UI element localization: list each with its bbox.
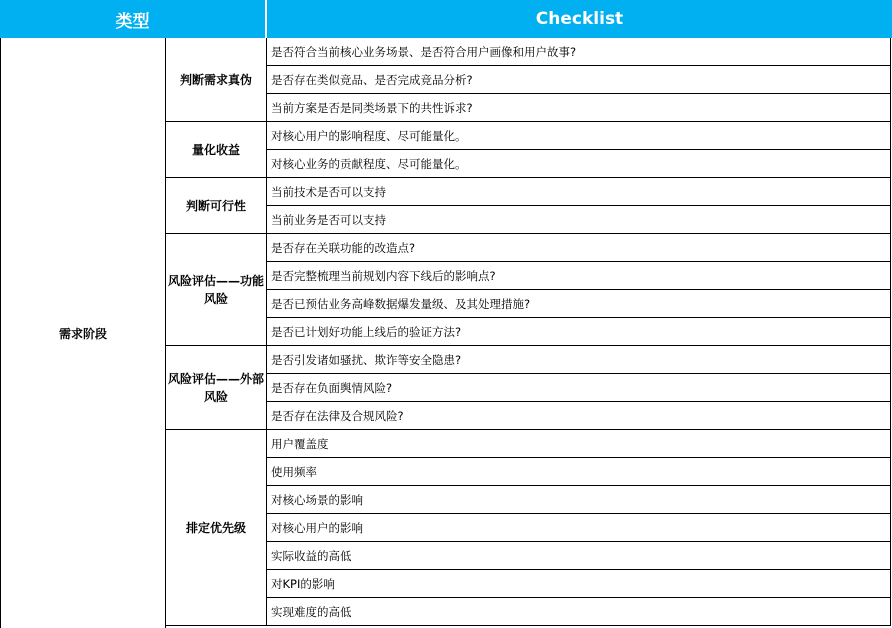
checklist-column-header: Checklist (267, 0, 892, 38)
checklist-item: 是否完整梳理当前规划内容下线后的影响点? (267, 262, 891, 290)
checklist-item: 实现难度的高低 (267, 598, 891, 626)
checklist-item: 是否引发诸如骚扰、欺诈等安全隐患? (267, 346, 891, 374)
checklist-item: 是否存在法律及合规风险? (267, 402, 891, 430)
table-header (0, 0, 892, 38)
category-cell: 风险评估——功能风险 (166, 234, 267, 346)
checklist-item: 对核心业务的贡献程度、尽可能量化。 (267, 150, 891, 178)
checklist-item: 对核心场景的影响 (267, 486, 891, 514)
checklist-items (267, 38, 892, 628)
checklist-item: 是否已计划好功能上线后的验证方法? (267, 318, 891, 346)
category-cell: 判断可行性 (166, 178, 267, 234)
category-cell: 判断需求真伪 (166, 38, 267, 122)
checklist-item: 是否存在类似竞品、是否完成竞品分析? (267, 66, 891, 94)
type-column-header: 类型 (0, 0, 266, 38)
checklist-item: 是否存在关联功能的改造点? (267, 234, 891, 262)
checklist-item: 用户覆盖度 (267, 430, 891, 458)
category-column (166, 38, 267, 628)
checklist-item: 对KPI的影响 (267, 570, 891, 598)
checklist-item: 实际收益的高低 (267, 542, 891, 570)
checklist-item: 是否存在负面舆情风险? (267, 374, 891, 402)
checklist-item: 是否符合当前核心业务场景、是否符合用户画像和用户故事? (267, 38, 891, 66)
checklist-item: 使用频率 (267, 458, 891, 486)
category-cell: 风险评估——外部风险 (166, 346, 267, 430)
checklist-item: 对核心用户的影响程度、尽可能量化。 (267, 122, 891, 150)
checklist-item: 当前业务是否可以支持 (267, 206, 891, 234)
checklist-item: 当前技术是否可以支持 (267, 178, 891, 206)
checklist-item: 对核心用户的影响 (267, 514, 891, 542)
checklist-item: 是否已预估业务高峰数据爆发量级、及其处理措施? (267, 290, 891, 318)
checklist-item: 当前方案是否是同类场景下的共性诉求? (267, 94, 891, 122)
category-cell: 排定优先级 (166, 430, 267, 626)
category-cell: 量化收益 (166, 122, 267, 178)
stage-cell: 需求阶段 (0, 38, 166, 628)
